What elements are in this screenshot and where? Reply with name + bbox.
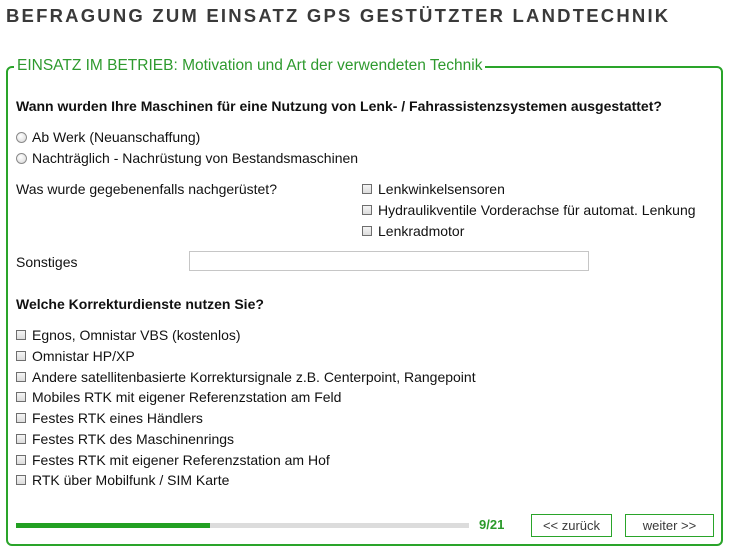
checkbox-other-satellite[interactable] <box>16 369 476 385</box>
progress-bar <box>16 523 469 528</box>
checkbox-rtk-own-station[interactable] <box>16 452 330 468</box>
back-button[interactable]: << zurück <box>531 514 612 537</box>
checkbox-label: Andere satellitenbasierte Korrektursignale z.B. Centerpoint, Rangepoint <box>32 369 476 385</box>
checkbox-icon[interactable] <box>16 351 26 361</box>
checkbox-icon[interactable] <box>16 475 26 485</box>
checkbox-icon[interactable] <box>16 455 26 465</box>
checkbox-icon[interactable] <box>16 434 26 444</box>
radio-label: Nachträglich - Nachrüstung von Bestandsmaschinen <box>32 150 359 166</box>
question-retrofit-parts: Was wurde gegebenenfalls nachgerüstet? <box>16 181 277 197</box>
checkbox-icon[interactable] <box>362 226 372 236</box>
checkbox-label: RTK über Mobilfunk / SIM Karte <box>32 472 230 488</box>
checkbox-label: Hydraulikventile Vorderachse für automat. Lenkung <box>378 202 696 218</box>
section-legend: EINSATZ IM BETRIEB: Motivation und Art der verwendeten Technik <box>14 57 485 75</box>
checkbox-steering-wheel-motor[interactable] <box>362 223 464 239</box>
checkbox-label: Festes RTK mit eigener Referenzstation am Hof <box>32 452 330 468</box>
radio-factory[interactable] <box>16 129 200 145</box>
checkbox-rtk-machinery-ring[interactable] <box>16 431 234 447</box>
checkbox-icon[interactable] <box>362 205 372 215</box>
radio-retrofit[interactable] <box>16 150 358 166</box>
checkbox-icon[interactable] <box>16 372 26 382</box>
progress-bar-fill <box>16 523 210 528</box>
checkbox-label: Lenkwinkelsensoren <box>378 181 505 197</box>
radio-button-icon[interactable] <box>16 132 27 143</box>
question-correction-services: Welche Korrekturdienste nutzen Sie? <box>16 296 264 312</box>
next-button[interactable]: weiter >> <box>625 514 714 537</box>
page-title: BEFRAGUNG ZUM EINSATZ GPS GESTÜTZTER LANDTECHNIK <box>6 5 671 26</box>
question-equipment-time: Wann wurden Ihre Maschinen für eine Nutzung von Lenk- / Fahrassistenzsystemen ausgestattet? <box>16 98 662 114</box>
checkbox-icon[interactable] <box>16 392 26 402</box>
checkbox-hydraulic-valves[interactable] <box>362 202 696 218</box>
checkbox-icon[interactable] <box>16 413 26 423</box>
checkbox-rtk-dealer[interactable] <box>16 410 203 426</box>
checkbox-steering-angle-sensors[interactable] <box>362 181 505 197</box>
progress-counter: 9/21 <box>479 517 505 532</box>
checkbox-rtk-mobile-network[interactable] <box>16 472 229 488</box>
radio-button-icon[interactable] <box>16 153 27 164</box>
checkbox-label: Omnistar HP/XP <box>32 348 135 364</box>
checkbox-label: Egnos, Omnistar VBS (kostenlos) <box>32 327 241 343</box>
checkbox-icon[interactable] <box>16 330 26 340</box>
other-input[interactable] <box>189 251 589 271</box>
checkbox-label: Festes RTK des Maschinenrings <box>32 431 235 447</box>
radio-label: Ab Werk (Neuanschaffung) <box>32 129 201 145</box>
checkbox-label: Mobiles RTK mit eigener Referenzstation am Feld <box>32 389 342 405</box>
checkbox-mobile-rtk[interactable] <box>16 389 341 405</box>
checkbox-label: Festes RTK eines Händlers <box>32 410 203 426</box>
checkbox-icon[interactable] <box>362 184 372 194</box>
checkbox-label: Lenkradmotor <box>378 223 465 239</box>
checkbox-omnistar-hp-xp[interactable] <box>16 348 135 364</box>
other-label: Sonstiges <box>16 254 78 270</box>
checkbox-egnos-omnistar-vbs[interactable] <box>16 327 241 343</box>
